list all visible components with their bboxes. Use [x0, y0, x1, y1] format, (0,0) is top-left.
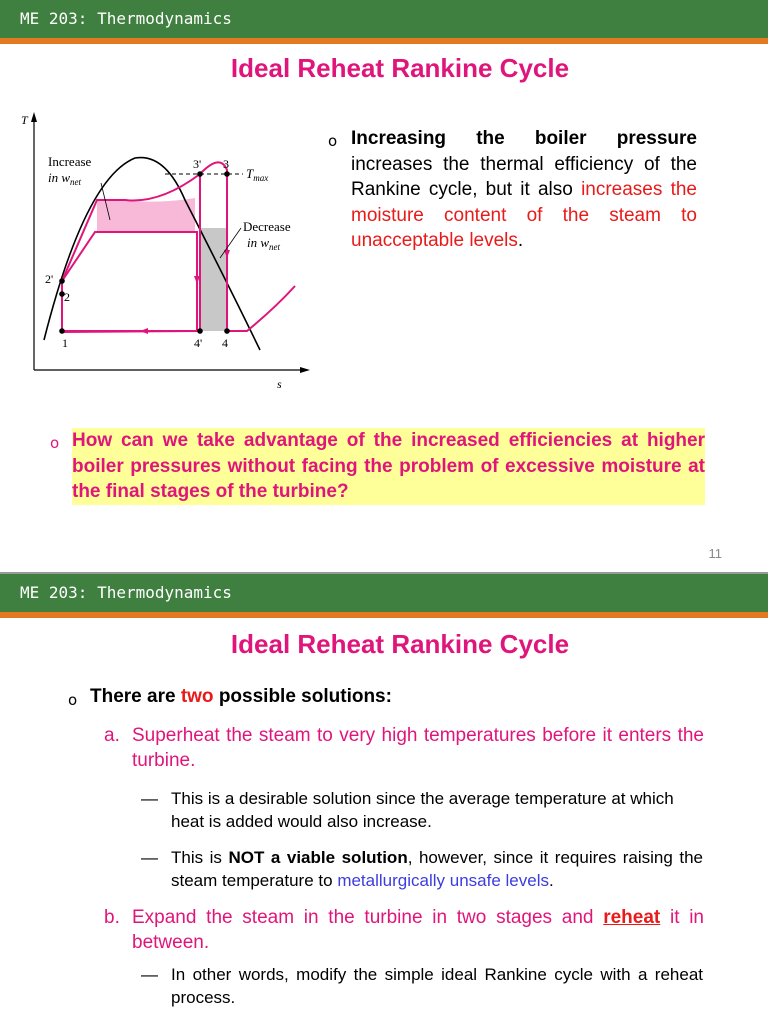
increase-label-2: in $w_{net}$: [48, 170, 82, 187]
pressure-bold: Increasing the boiler pressure: [351, 128, 697, 149]
bullet-icon: o: [328, 132, 338, 150]
original-cycle: [62, 232, 197, 332]
dash-1: —: [141, 789, 158, 808]
point-3: [224, 171, 230, 177]
dash-2: —: [141, 848, 158, 867]
s-axis-arrow: [300, 367, 310, 373]
reheat-keyword: reheat: [603, 907, 661, 928]
decrease-label-2: in $w_{net}$: [247, 235, 281, 252]
arrow-left: [140, 328, 148, 334]
point-1: [59, 328, 65, 334]
course-title: ME 203: Thermodynamics: [20, 9, 232, 28]
label-3: 3: [223, 157, 229, 171]
pressure-red: increases the moisture content of the steam to unacceptable levels: [351, 179, 697, 251]
desirable-solution: This is a desirable solution since the average temperature at which heat is added would also increase.: [171, 789, 674, 831]
point-4: [224, 328, 230, 334]
increase-label-1: Increase: [48, 154, 92, 169]
constant-pressure-line: [227, 286, 295, 331]
label-1: 1: [62, 336, 68, 350]
label-2: 2: [64, 290, 70, 304]
axis-s-label: s: [277, 377, 282, 391]
decrease-area: [200, 228, 227, 331]
reheat-explanation: In other words, modify the simple ideal Rankine cycle with a reheat process.: [171, 965, 703, 1007]
ts-diagram: [15, 108, 315, 403]
point-2p: [59, 278, 65, 284]
label-4: 4: [222, 336, 228, 350]
pressure-paragraph: [351, 126, 697, 254]
slide-title: Ideal Reheat Rankine Cycle: [230, 53, 570, 83]
t-axis-arrow: [31, 112, 37, 122]
solution-b: Expand the steam in the turbine in two stages and reheat it in between.: [132, 907, 704, 953]
header-bar: [0, 0, 768, 38]
question-paragraph: How can we take advantage of the increased efficiencies at higher boiler pressures without facing the problem of excessive moisture at the final stages of the turbine?: [72, 428, 705, 505]
decrease-label-1: Decrease: [243, 219, 291, 234]
increase-area: [97, 198, 195, 232]
label-3p: 3': [193, 157, 202, 171]
not-viable-solution: This is NOT a viable solution, however, since it requires raising the steam temperature to metallurgically unsafe levels.: [171, 848, 704, 890]
pressure-end: .: [517, 230, 524, 251]
slide-12: [0, 574, 768, 1024]
dash-3: —: [141, 965, 158, 984]
point-4p: [197, 328, 203, 334]
slide-title-2: Ideal Reheat Rankine Cycle: [230, 629, 570, 659]
point-3p: [197, 171, 203, 177]
solution-a: Superheat the steam to very high temperatures before it enters the turbine.: [132, 725, 704, 771]
header-bar-2: [0, 574, 768, 612]
header-accent-line: [0, 38, 768, 44]
bullet-icon-question: o: [50, 434, 60, 452]
label-b: b.: [104, 907, 120, 928]
ts-diagram-svg: [15, 108, 315, 398]
bullet-icon-solutions: o: [68, 691, 78, 709]
label-4p: 4': [194, 336, 203, 350]
label-a: a.: [104, 725, 120, 746]
two-highlight: two: [180, 686, 214, 707]
axis-t-label: T: [21, 113, 28, 127]
label-2p: 2': [45, 272, 54, 286]
tmax-label: $T_{max}$: [246, 166, 269, 183]
page-number: 11: [708, 546, 722, 561]
course-title-2: ME 203: Thermodynamics: [20, 583, 232, 602]
header-accent-line-2: [0, 612, 768, 618]
pressure-normal: increases the thermal efficiency of the Rankine cycle, but it also: [351, 153, 697, 200]
solutions-heading: There are two possible solutions:: [90, 686, 392, 707]
modified-cycle: [62, 174, 200, 331]
